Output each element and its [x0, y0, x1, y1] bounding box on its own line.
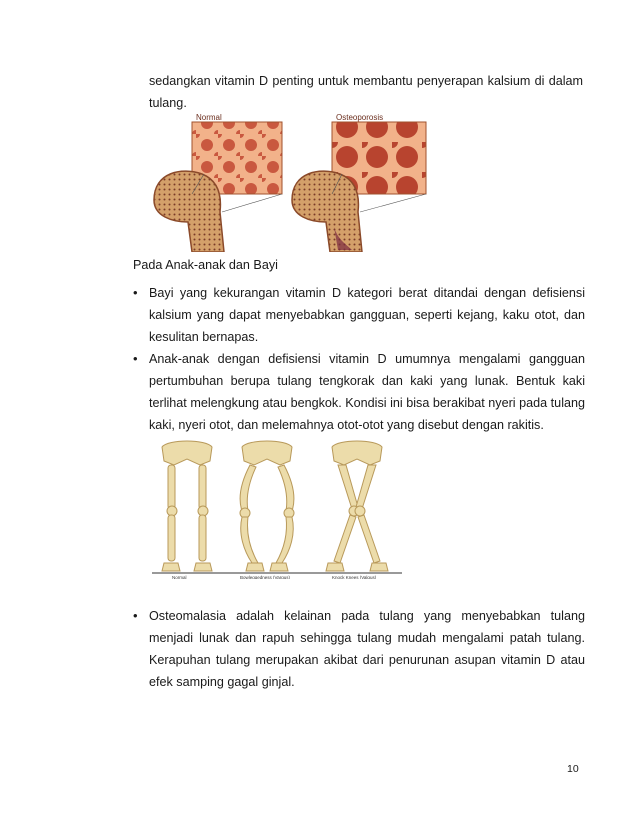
caption-bowlegged: Bowleggedness (Vargus)	[240, 575, 290, 579]
bullet-item-anak: • Anak-anak dengan defisiensi vitamin D umumnya mengalami gangguan pertumbuhan berupa tulang tengkorak dan kaki yang lunak. Bentuk kaki terlihat melengkung atau bengkok. Kondisi ini bisa berakibat nyeri pada tulang kaki, nyeri otot, dan melemahnya otot-otot yang disebut dengan rakitis.	[133, 348, 585, 436]
caption-knock-knees: Knock Knees (Valgus)	[332, 575, 377, 579]
intro-paragraph: sedangkan vitamin D penting untuk membantu penyerapan kalsium di dalam tulang.	[149, 74, 583, 110]
caption-normal: Normal	[172, 575, 187, 579]
normal-bone-figure	[154, 113, 282, 252]
osteoporosis-bone-figure	[292, 113, 426, 252]
bone-comparison-figure	[152, 112, 428, 252]
normal-legs-skeleton	[162, 441, 212, 571]
section-heading: Pada Anak-anak dan Bayi	[133, 258, 278, 272]
label-osteoporosis: Osteoporosis	[336, 113, 384, 122]
bullet-item-bayi: • Bayi yang kekurangan vitamin D kategori berat ditandai dengan defisiensi kalsium yang dapat menyebabkan gangguan, seperti kejang, kaku otot, dan kesulitan bernapas.	[133, 282, 585, 348]
label-normal: Normal	[196, 113, 222, 122]
bullet-item-osteomalasia: • Osteomalasia adalah kelainan pada tulang yang menyebabkan tulang menjadi lunak dan rapuh sehingga tulang mudah mengalami patah tulang. Kerapuhan tulang merupakan akibat dari penurunan asupan vitamin D atau efek samping gagal ginjal.	[133, 605, 585, 693]
bowlegged-skeleton	[240, 441, 294, 571]
knock-knees-skeleton	[326, 441, 388, 571]
bullet-list-1	[133, 282, 585, 436]
page-number: 10	[567, 763, 579, 775]
leg-deformity-figure	[152, 439, 402, 579]
bullet-list-2	[133, 605, 585, 693]
